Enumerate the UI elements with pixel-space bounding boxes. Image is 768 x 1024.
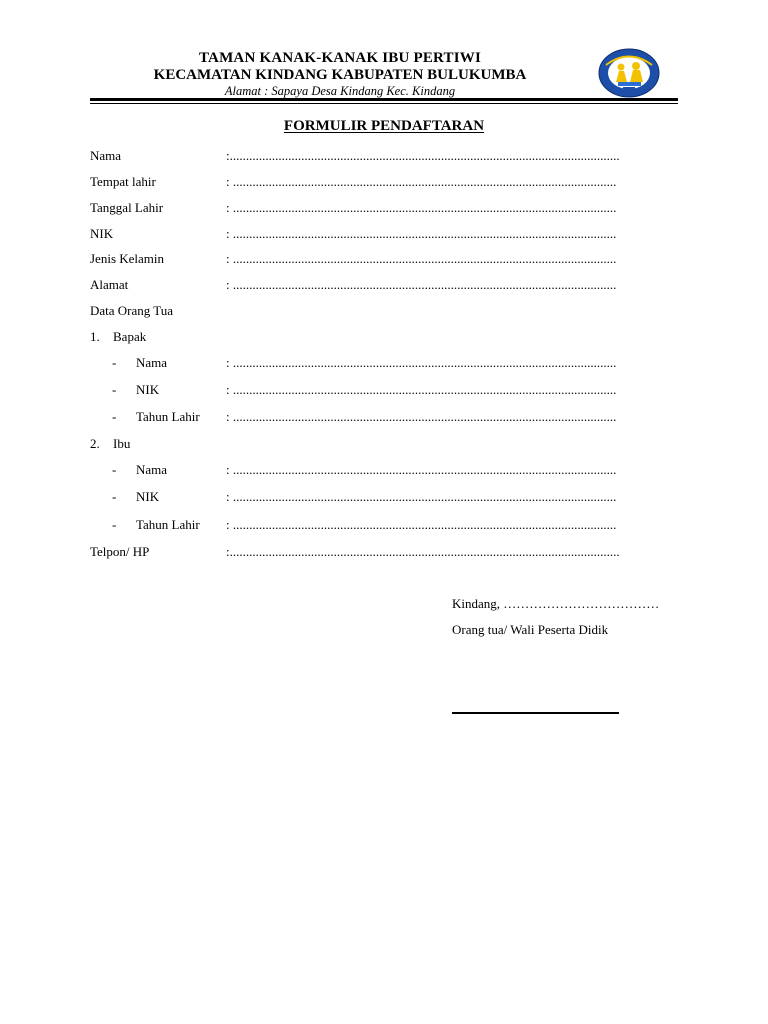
field-mother-tahun-lahir: [90, 517, 680, 535]
school-name: TAMAN KANAK-KANAK IBU PERTIWI: [198, 50, 482, 66]
field-nama: [90, 148, 680, 166]
form-title: FORMULIR PENDAFTARAN: [283, 118, 485, 134]
field-label: NIK: [136, 382, 160, 397]
father-label: Bapak: [113, 329, 147, 344]
fill-line: : ......................................................................................................................: [226, 200, 617, 215]
field-father-nama: [90, 355, 680, 373]
field-mother-nik: [90, 489, 680, 507]
field-mother-nama: [90, 462, 680, 480]
field-label: Telpon/ HP: [90, 544, 150, 559]
header-divider-thick: [90, 98, 678, 101]
field-label: NIK: [136, 489, 160, 504]
field-father-tahun-lahir: [90, 409, 680, 427]
list-number: 1.: [90, 329, 100, 344]
fill-line: : ......................................................................................................................: [226, 277, 617, 292]
bullet-dash: -: [112, 382, 117, 397]
tut-wuri-handayani-paud-logo-icon: [598, 48, 660, 98]
bullet-dash: -: [112, 355, 117, 370]
field-label: Tahun Lahir: [136, 517, 200, 532]
fill-line: : ......................................................................................................................: [226, 489, 617, 504]
mother-label: Ibu: [113, 436, 131, 451]
field-label: Nama: [136, 462, 168, 477]
signature-place-date: Kindang, ………………………………: [452, 596, 660, 611]
fill-line: : ......................................................................................................................: [226, 517, 617, 532]
fill-line: : ......................................................................................................................: [226, 382, 617, 397]
field-alamat: [90, 277, 680, 295]
list-number: 2.: [90, 436, 100, 451]
fill-line: :........................................................................................................................: [226, 544, 620, 559]
father-heading: [90, 329, 680, 347]
bullet-dash: -: [112, 517, 117, 532]
field-tanggal-lahir: [90, 200, 680, 218]
field-label: Tahun Lahir: [136, 409, 200, 424]
bullet-dash: -: [112, 462, 117, 477]
fill-line: :........................................................................................................................: [226, 148, 620, 163]
bullet-dash: -: [112, 489, 117, 504]
fill-line: : ......................................................................................................................: [226, 355, 617, 370]
field-tempat-lahir: [90, 174, 680, 192]
field-label: Tempat lahir: [90, 174, 156, 189]
bullet-dash: -: [112, 409, 117, 424]
fill-line: : ......................................................................................................................: [226, 226, 617, 241]
field-telpon: [90, 544, 680, 562]
field-label: Alamat: [90, 277, 129, 292]
signature-line: [452, 712, 619, 714]
school-district: KECAMATAN KINDANG KABUPATEN BULUKUMBA: [153, 67, 527, 83]
section-label: Data Orang Tua: [90, 303, 174, 318]
header-divider-thin: [90, 103, 678, 104]
fill-line: : ......................................................................................................................: [226, 251, 617, 266]
field-nik: [90, 226, 680, 244]
fill-line: : ......................................................................................................................: [226, 174, 617, 189]
fill-line: : ......................................................................................................................: [226, 462, 617, 477]
school-address: Alamat : Sapaya Desa Kindang Kec. Kindang: [224, 84, 456, 98]
field-label: NIK: [90, 226, 114, 241]
field-father-nik: [90, 382, 680, 400]
field-label: Tanggal Lahir: [90, 200, 164, 215]
field-label: Jenis Kelamin: [90, 251, 165, 266]
field-jenis-kelamin: [90, 251, 680, 269]
mother-heading: [90, 436, 680, 454]
section-data-orang-tua: [90, 303, 680, 321]
signature-role: Orang tua/ Wali Peserta Didik: [452, 622, 609, 637]
fill-line: : ......................................................................................................................: [226, 409, 617, 424]
field-label: Nama: [90, 148, 122, 163]
field-label: Nama: [136, 355, 168, 370]
